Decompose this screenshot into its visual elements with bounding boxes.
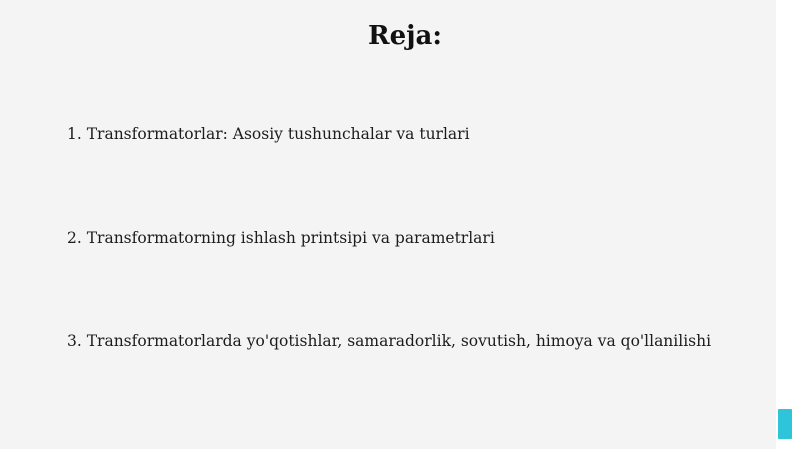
vertical-scrollbar[interactable] <box>776 0 800 449</box>
scrollbar-thumb[interactable] <box>778 409 792 439</box>
plan-item-1: 1. Transformatorlar: Asosiy tushunchalar va turlari <box>67 125 470 143</box>
plan-item-2: 2. Transformatorning ishlash printsipi va parametrlari <box>67 229 495 247</box>
page-title: Reja: <box>367 21 442 51</box>
plan-item-3: 3. Transformatorlarda yo'qotishlar, samaradorlik, sovutish, himoya va qo'llanilishi <box>67 332 712 350</box>
